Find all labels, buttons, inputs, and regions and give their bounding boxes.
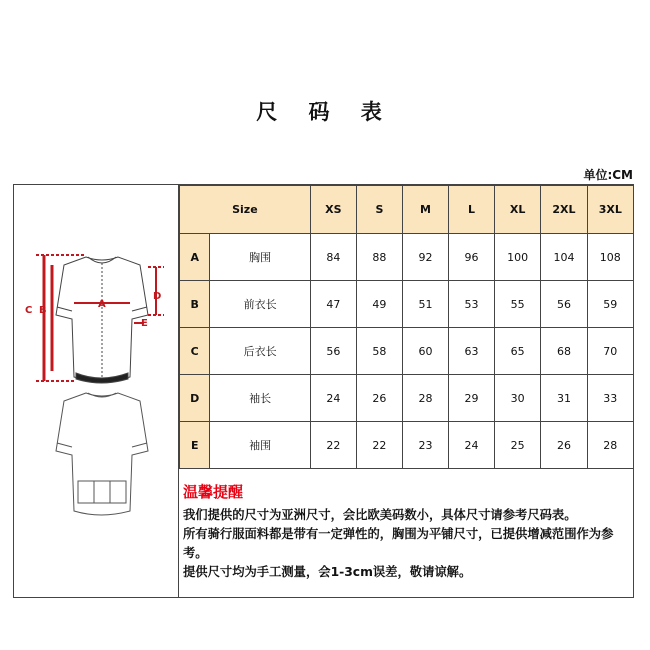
table-row xyxy=(180,281,634,328)
row-letter: A xyxy=(180,234,210,281)
cell-value: 70 xyxy=(587,328,633,375)
cell-value: 108 xyxy=(587,234,633,281)
label-d: D xyxy=(153,291,162,302)
cell-value: 30 xyxy=(495,375,541,422)
cell-value: 56 xyxy=(310,328,356,375)
size-col-l: L xyxy=(449,186,495,234)
cell-value: 23 xyxy=(402,422,448,469)
label-e: E xyxy=(141,318,148,329)
label-a: A xyxy=(98,299,106,310)
front-jersey-icon xyxy=(56,257,148,383)
row-part: 袖围 xyxy=(210,422,310,469)
cell-value: 47 xyxy=(310,281,356,328)
table-row xyxy=(180,234,634,281)
cell-value: 65 xyxy=(495,328,541,375)
label-b: B xyxy=(39,305,47,316)
unit-label: 单位:CM xyxy=(583,168,633,182)
notes-line: 我们提供的尺寸为亚洲尺寸，会比欧美码数小，具体尺寸请参考尺码表。 xyxy=(183,508,577,522)
back-jersey-icon xyxy=(56,393,148,515)
cell-value: 49 xyxy=(356,281,402,328)
cell-value: 100 xyxy=(495,234,541,281)
notes-line: 提供尺寸均为手工测量，会1-3cm误差，敬请谅解。 xyxy=(183,565,472,579)
size-col-3xl: 3XL xyxy=(587,186,633,234)
cell-value: 29 xyxy=(449,375,495,422)
size-col-m: M xyxy=(402,186,448,234)
cell-value: 26 xyxy=(541,422,587,469)
cell-value: 24 xyxy=(310,375,356,422)
cell-value: 33 xyxy=(587,375,633,422)
size-col-xs: XS xyxy=(310,186,356,234)
jersey-diagram xyxy=(14,185,178,599)
table-row xyxy=(180,375,634,422)
row-part: 袖长 xyxy=(210,375,310,422)
cell-value: 51 xyxy=(402,281,448,328)
row-part: 胸围 xyxy=(210,234,310,281)
size-col-xl: XL xyxy=(495,186,541,234)
label-c: C xyxy=(25,305,33,316)
size-col-2xl: 2XL xyxy=(541,186,587,234)
size-header-row xyxy=(180,186,634,234)
cell-value: 59 xyxy=(587,281,633,328)
notes-title: 温馨提醒 xyxy=(183,483,244,501)
size-chart-frame xyxy=(13,184,634,598)
cell-value: 92 xyxy=(402,234,448,281)
cell-value: 22 xyxy=(310,422,356,469)
cell-value: 84 xyxy=(310,234,356,281)
row-part: 后衣长 xyxy=(210,328,310,375)
notes-section xyxy=(179,469,634,598)
row-part: 前衣长 xyxy=(210,281,310,328)
cell-value: 58 xyxy=(356,328,402,375)
size-col-s: S xyxy=(356,186,402,234)
cell-value: 56 xyxy=(541,281,587,328)
cell-value: 55 xyxy=(495,281,541,328)
notes-line: 所有骑行服面料都是带有一定弹性的，胸围为平铺尺寸，已提供增减范围作为参考。 xyxy=(183,527,614,560)
cell-value: 28 xyxy=(402,375,448,422)
table-row xyxy=(180,328,634,375)
cell-value: 53 xyxy=(449,281,495,328)
row-letter: D xyxy=(180,375,210,422)
table-row xyxy=(180,422,634,469)
cell-value: 96 xyxy=(449,234,495,281)
size-header-label: Size xyxy=(180,186,311,234)
size-table xyxy=(179,185,634,469)
cell-value: 28 xyxy=(587,422,633,469)
cell-value: 22 xyxy=(356,422,402,469)
garment-diagram-panel xyxy=(14,185,179,597)
cell-value: 68 xyxy=(541,328,587,375)
row-letter: B xyxy=(180,281,210,328)
cell-value: 26 xyxy=(356,375,402,422)
cell-value: 24 xyxy=(449,422,495,469)
cell-value: 63 xyxy=(449,328,495,375)
row-letter: C xyxy=(180,328,210,375)
cell-value: 31 xyxy=(541,375,587,422)
cell-value: 88 xyxy=(356,234,402,281)
cell-value: 25 xyxy=(495,422,541,469)
cell-value: 60 xyxy=(402,328,448,375)
cell-value: 104 xyxy=(541,234,587,281)
row-letter: E xyxy=(180,422,210,469)
page-title: 尺 码 表 xyxy=(256,100,394,124)
